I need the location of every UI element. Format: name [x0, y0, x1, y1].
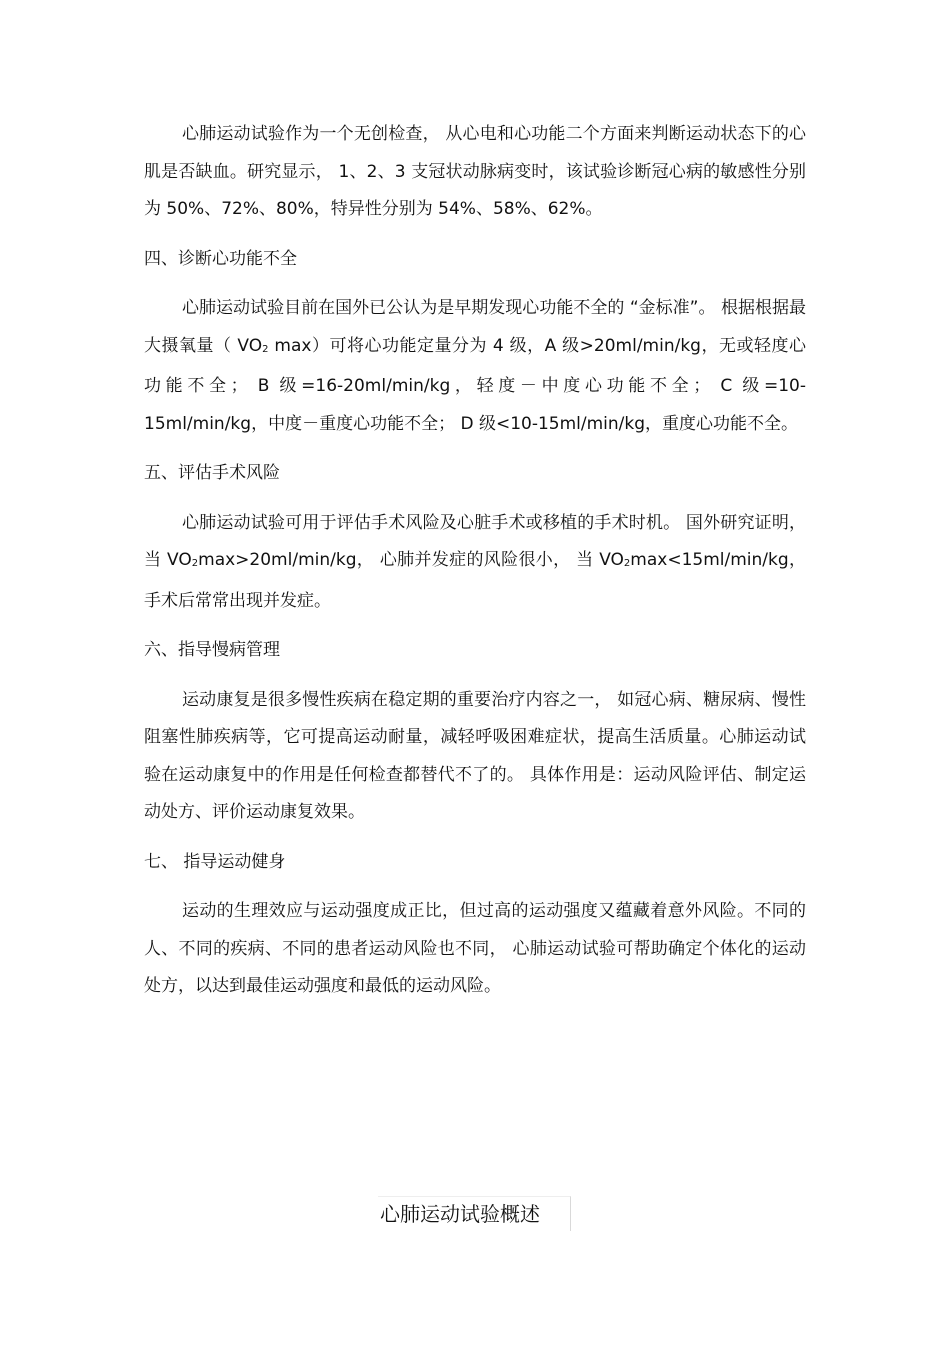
section-heading-7: 七、 指导运动健身: [144, 851, 286, 872]
section-4-paragraph: [144, 290, 806, 443]
vo2-subscript: 2: [262, 343, 269, 355]
section-4-text-a: 心肺运动试验目前在国外已公认为是早期发现心功能不全的 “金标准”。 根据根据最大摄氧量（ VO: [144, 298, 806, 356]
section-heading-4: 四、诊断心功能不全: [144, 248, 297, 269]
section-5-text-b: max>20ml/min/kg， 心肺并发症的风险很小， 当 VO: [198, 550, 624, 570]
vo2-subscript: 2: [191, 558, 199, 569]
section-heading-5: 五、评估手术风险: [144, 463, 280, 483]
section-5-paragraph: [144, 505, 806, 621]
section-4-text-b: max）可将心功能定量分为 4 级，A 级>20ml/min/kg，无或轻度心功能不全； B 级=16-20ml/min/kg，轻度－中度心功能不全； C 级=10-15ml/min/kg，中度－重度心功能不全； D 级<10-15ml/min/kg，重度心功能不全。: [144, 335, 806, 434]
vo2-subscript: 2: [623, 558, 631, 569]
section-7-paragraph: 运动的生理效应与运动强度成正比，但过高的运动强度又蕴藏着意外风险。不同的人、不同的疾病、不同的患者运动风险也不同， 心肺运动试验可帮助确定个体化的运动处方，以达到最佳运动强度和最低的运动风险。: [144, 901, 806, 996]
footer-document-title: 心肺运动试验概述: [378, 1196, 571, 1231]
intro-paragraph: 心肺运动试验作为一个无创检查， 从心电和心功能二个方面来判断运动状态下的心肌是否缺血。研究显示， 1、2、3 支冠状动脉病变时，该试验诊断冠心病的敏感性分别为 50%、72%、80%，特异性分别为 54%、58%、62%。: [144, 124, 806, 219]
section-heading-6: 六、指导慢病管理: [144, 640, 280, 660]
document-body: [144, 116, 806, 1006]
section-5-text-a: 心肺运动试验可用于评估手术风险及心脏手术或移植的手术时机。 国外研究证明， 当 VO: [144, 512, 806, 570]
section-6-paragraph: 运动康复是很多慢性疾病在稳定期的重要治疗内容之一， 如冠心病、糖尿病、慢性阻塞性肺疾病等，它可提高运动耐量，减轻呼吸困难症状，提高生活质量。心肺运动试验在运动康复中的作用是任何检查都替代不了的。 具体作用是：运动风险评估、制定运动处方、评价运动康复效果。: [144, 689, 806, 822]
section-5-text-c: max<15ml/min/kg，手术后常常出现并发症。: [144, 550, 806, 611]
